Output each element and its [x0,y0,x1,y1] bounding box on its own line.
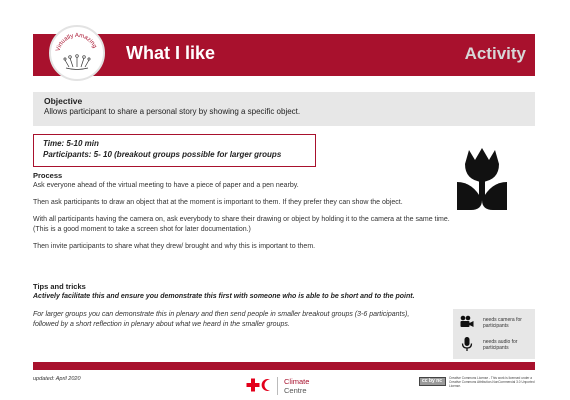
process-paragraph: Ask everyone ahead of the virtual meeting to have a piece of paper and a pen nearby. [33,182,299,189]
tulip-icon [453,146,511,214]
camera-requirement-label: needs camera for participants [483,317,522,329]
footer-bar [33,362,535,370]
process-paragraph: Then invite participants to share what they drew/ brought and why this is important to them. [33,243,316,250]
header-bar [33,34,535,76]
page-title: What I like [126,43,216,63]
tips-paragraph: Actively facilitate this and ensure you demonstrate this first with someone who is able to be short and to the point. [33,293,415,300]
logo-emblem-icon [51,27,103,79]
objective-text: Allows participant to share a personal story by showing a specific object. [44,107,301,116]
process-paragraph: Then ask participants to draw an object that at the moment is important to them. If they prefer they can show the object. [33,199,403,206]
microphone-icon [459,336,475,352]
creative-commons-badge [419,377,446,386]
cc-badge-text: cc by nc [422,378,443,384]
svg-text:Virtually Amazing [55,33,97,52]
climate-centre-logo [284,377,309,395]
tips-title: Tips and tricks [33,282,86,291]
updated-date: updated: April 2020 [33,376,81,382]
process-paragraph: With all participants having the camera on, ask everybody to share their drawing or object by holding it to the camera at the same time. (This is a good moment to take a screen shot for later documentation.) [33,216,450,233]
centre-word: Centre [284,386,307,395]
objective-title: Objective [44,96,83,106]
climate-word: Climate [284,377,310,386]
red-cross-crescent-icon [246,377,274,393]
logo-divider [277,377,278,395]
activity-label: Activity [464,44,526,63]
process-title: Process [33,171,63,180]
participants-text: Participants: 5- 10 (breakout groups possible for larger groups [43,150,282,159]
audio-requirement-label: needs audio for participants [483,339,518,351]
video-camera-icon [459,314,475,330]
logo-text: Virtually Amazing [55,32,98,53]
virtually-amazing-logo [49,25,105,81]
tips-paragraph: For larger groups you can demonstrate this in plenary and then send people in smaller breakout groups (3-6 participants), followed by a short reflection in plenary about what we heard in the smaller groups. [33,311,410,328]
license-text: Creative Commons License - This work is licensed under a Creative Commons Attribution-NonCommercial 3.0 Unported License. [449,376,535,388]
time-text: Time: 5-10 min [43,139,99,148]
